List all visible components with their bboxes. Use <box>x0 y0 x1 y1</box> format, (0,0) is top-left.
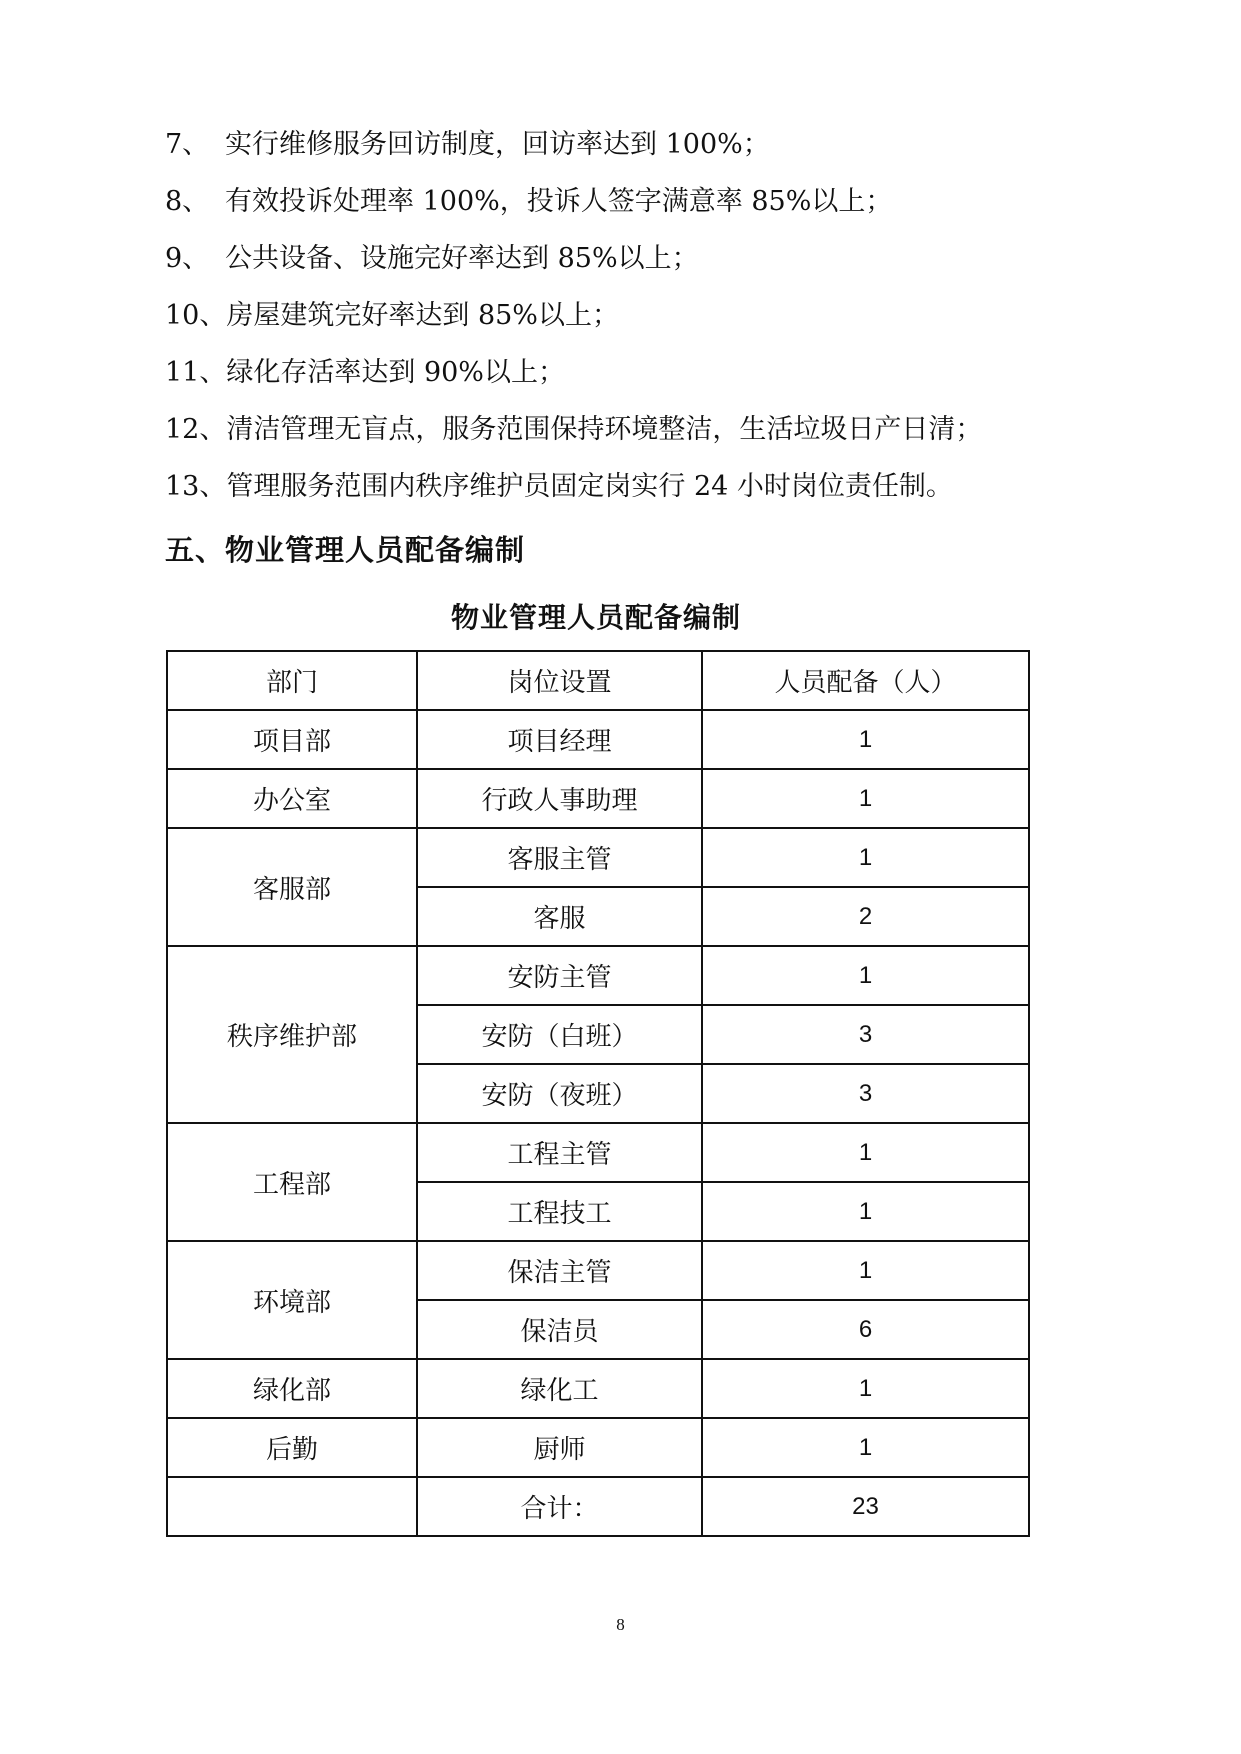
table-title: 物业管理人员配备编制 <box>450 601 741 634</box>
headcount-cell: 3 <box>702 1064 1029 1123</box>
department-cell: 工程部 <box>167 1123 417 1241</box>
headcount-cell: 1 <box>702 1123 1029 1182</box>
section-heading: 五、物业管理人员配备编制 <box>165 533 526 567</box>
table-row <box>167 1418 1029 1477</box>
list-item <box>165 344 1065 401</box>
headcount-cell: 1 <box>702 946 1029 1005</box>
list-item <box>165 116 1065 173</box>
position-cell: 绿化工 <box>417 1359 702 1418</box>
list-item-text: 房屋建筑完好率达到 85%以上； <box>226 300 619 331</box>
headcount-cell: 2 <box>702 887 1029 946</box>
header-department: 部门 <box>167 651 417 710</box>
headcount-cell: 1 <box>702 769 1029 828</box>
department-cell: 项目部 <box>167 710 417 769</box>
list-item-number: 11、 <box>165 357 227 388</box>
position-cell: 保洁主管 <box>417 1241 702 1300</box>
total-count-cell: 23 <box>702 1477 1029 1536</box>
position-cell: 行政人事助理 <box>417 769 702 828</box>
position-cell: 客服主管 <box>417 828 702 887</box>
table-row <box>167 828 1029 887</box>
department-cell: 环境部 <box>167 1241 417 1359</box>
department-cell: 办公室 <box>167 769 417 828</box>
list-item <box>165 173 1065 230</box>
department-cell: 客服部 <box>167 828 417 946</box>
list-item-text: 有效投诉处理率 100%，投诉人签字满意率 85%以上； <box>225 186 893 217</box>
headcount-cell: 1 <box>702 1182 1029 1241</box>
total-label-cell: 合计： <box>417 1477 702 1536</box>
department-cell: 秩序维护部 <box>167 946 417 1123</box>
list-item-text: 管理服务范围内秩序维护员固定岗实行 24 小时岗位责任制。 <box>226 471 953 502</box>
position-cell: 安防（夜班） <box>417 1064 702 1123</box>
list-item-number: 12、 <box>165 414 227 445</box>
position-cell: 厨师 <box>417 1418 702 1477</box>
list-item-number: 8、 <box>165 186 210 217</box>
department-cell: 后勤 <box>167 1418 417 1477</box>
headcount-cell: 1 <box>702 1418 1029 1477</box>
list-item-number: 7、 <box>165 129 210 160</box>
list-item <box>165 230 1065 287</box>
table-row <box>167 710 1029 769</box>
table-row <box>167 1123 1029 1182</box>
position-cell: 工程技工 <box>417 1182 702 1241</box>
headcount-cell: 1 <box>702 1359 1029 1418</box>
table-header-row <box>167 651 1029 710</box>
list-item-text: 公共设备、设施完好率达到 85%以上； <box>225 243 699 274</box>
table-row <box>167 769 1029 828</box>
position-cell: 保洁员 <box>417 1300 702 1359</box>
requirements-list <box>165 116 1065 515</box>
position-cell: 客服 <box>417 887 702 946</box>
position-cell: 安防主管 <box>417 946 702 1005</box>
headcount-cell: 1 <box>702 710 1029 769</box>
total-department-cell <box>167 1477 417 1536</box>
list-item <box>165 458 1065 515</box>
headcount-cell: 3 <box>702 1005 1029 1064</box>
list-item-number: 10、 <box>165 300 227 331</box>
position-cell: 项目经理 <box>417 710 702 769</box>
headcount-cell: 1 <box>702 828 1029 887</box>
headcount-cell: 1 <box>702 1241 1029 1300</box>
table-row <box>167 946 1029 1005</box>
list-item <box>165 287 1065 344</box>
department-cell: 绿化部 <box>167 1359 417 1418</box>
header-position: 岗位设置 <box>417 651 702 710</box>
position-cell: 安防（白班） <box>417 1005 702 1064</box>
list-item <box>165 401 1065 458</box>
staffing-table <box>166 650 1030 1537</box>
list-item-text: 清洁管理无盲点，服务范围保持环境整洁，生活垃圾日产日清； <box>226 414 983 445</box>
position-cell: 工程主管 <box>417 1123 702 1182</box>
headcount-cell: 6 <box>702 1300 1029 1359</box>
list-item-number: 13、 <box>165 471 227 502</box>
list-item-number: 9、 <box>165 243 210 274</box>
list-item-text: 绿化存活率达到 90%以上； <box>226 357 565 388</box>
table-row <box>167 1359 1029 1418</box>
page-number: 8 <box>616 1615 625 1634</box>
table-total-row <box>167 1477 1029 1536</box>
table-row <box>167 1241 1029 1300</box>
header-headcount: 人员配备（人） <box>702 651 1029 710</box>
list-item-text: 实行维修服务回访制度，回访率达到 100%； <box>225 129 770 160</box>
